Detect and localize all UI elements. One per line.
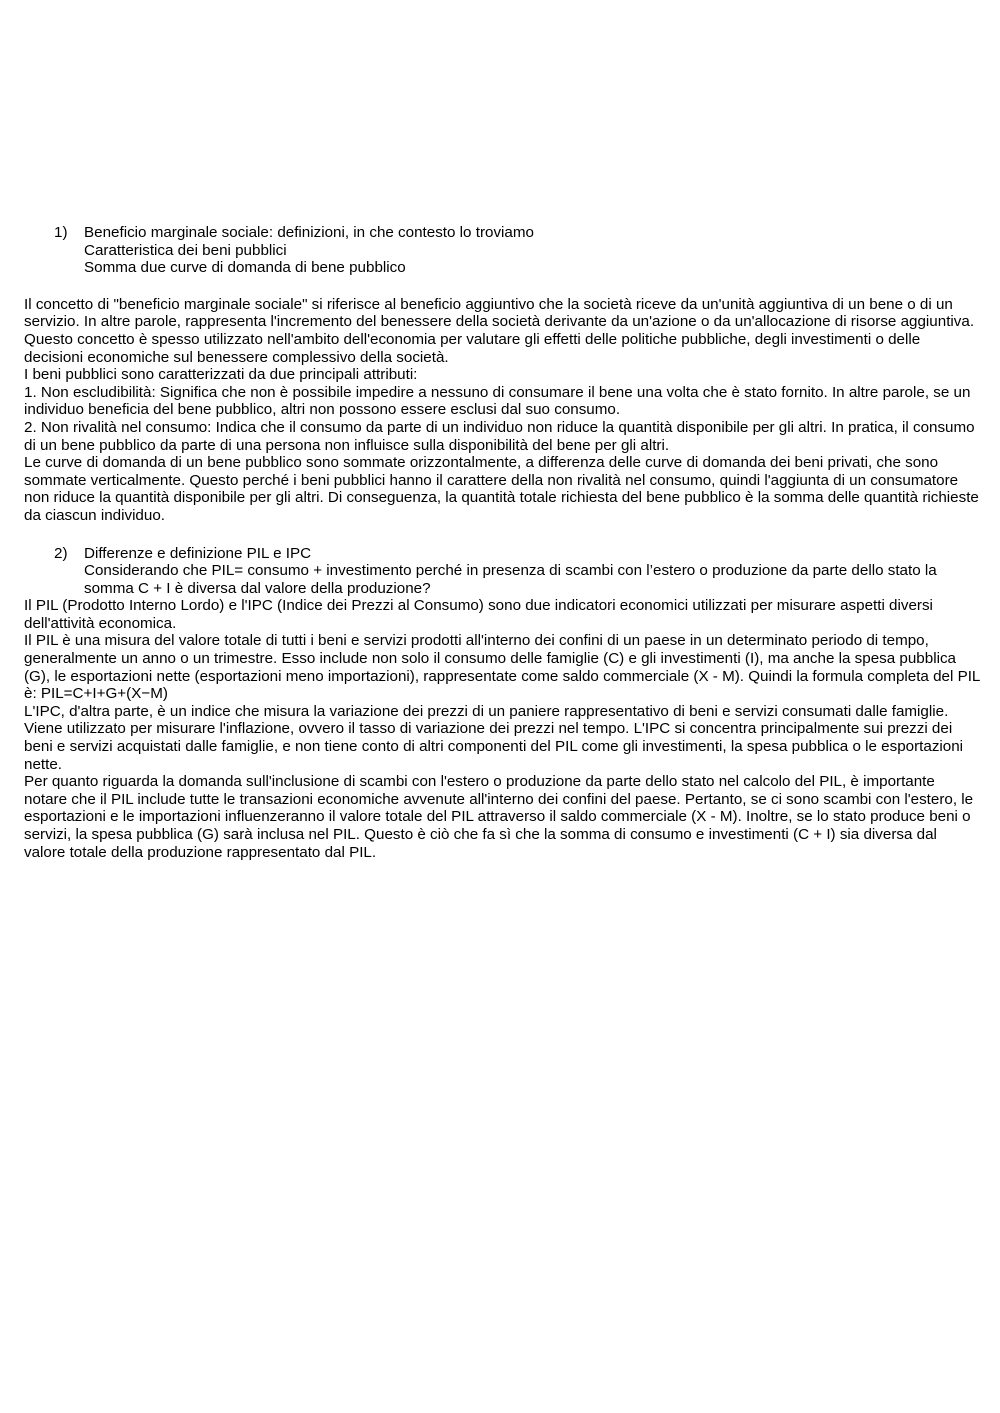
question-1-number: 1) [54,224,68,241]
spacer [24,277,980,296]
question-2-text [84,545,980,598]
document-body [24,224,980,861]
answer-2-paragraph: Il PIL è una misura del valore totale di tutti i beni e servizi prodotti all'interno dei confini di un paese in un determinato periodo di tempo, generalmente un anno o un trimestre. Esso include non solo il consumo delle famiglie (C) e gli investimenti (I), ma anche la spesa pubblica (G), le esportazioni nette (esportazioni meno importazioni), rappresentate come saldo commerciale (X - M). Quindi la formula completa del PIL è: PIL=C+I+G+(X−M) [24,632,980,703]
question-2-number: 2) [54,544,68,562]
spacer [24,525,980,545]
answer-2-paragraph: L'IPC, d'altra parte, è un indice che misura la variazione dei prezzi di un paniere rappresentativo di beni e servizi consumati dalle famiglie. Viene utilizzato per misurare l'inflazione, ovvero il tasso di variazione dei prezzi nel tempo. L'IPC si concentra principalmente sui prezzi dei beni e servizi acquistati dalle famiglie, e non tiene conto di altri componenti del PIL come gli investimenti, la spesa pubblica o le esportazioni nette. [24,702,964,773]
question-2-line: Considerando che PIL= consumo + investimento perché in presenza di scambi con l’estero o produzione da parte dello stato la somma C + I è diversa dal valore della produzione? [84,562,937,597]
answer-1-paragraph: Il concetto di "beneficio marginale sociale" si riferisce al beneficio aggiuntivo che la società riceve da un'unità aggiuntiva di un bene o di un servizio. In altre parole, rappresenta l'incremento del benessere della società derivante da un'azione o da un'allocazione di risorse aggiuntiva. Questo concetto è spesso utilizzato nell'ambito dell'economia per valutare gli effetti delle politiche pubbliche, degli investimenti o delle decisioni economiche sul benessere complessivo della società. [24,295,975,366]
answer-1-paragraph: I beni pubblici sono caratterizzati da due principali attributi: [24,366,418,384]
question-1-text [84,224,980,277]
answer-2-paragraph: Per quanto riguarda la domanda sull'inclusione di scambi con l'estero o produzione da parte dello stato nel calcolo del PIL, è importante notare che il PIL include tutte le transazioni economiche avvenute all'interno dei confini del paese. Pertanto, se ci sono scambi con l'estero, le esportazioni e le importazioni influenzeranno il valore totale del PIL attraverso il saldo commerciale (X - M). Inoltre, se lo stato produce beni o servizi, la spesa pubblica (G) sarà inclusa nel PIL. Questo è ciò che fa sì che la somma di consumo e investimenti (C + I) sia diversa dal valore totale della produzione rappresentato dal PIL. [24,773,974,861]
answer-1-paragraph: Le curve di domanda di un bene pubblico sono sommate orizzontalmente, a differenza delle curve di domanda dei beni privati, che sono sommate verticalmente. Questo perché i beni pubblici hanno il carattere della non rivalità nel consumo, quindi l'aggiunta di un consumatore non riduce la quantità disponibile per gli altri. Di conseguenza, la quantità totale richiesta del bene pubblico è la somma delle quantità richieste da ciascun individuo. [24,454,979,524]
question-2 [24,545,980,598]
question-1 [24,224,980,277]
question-2-line: Differenze e definizione PIL e IPC [84,544,312,562]
question-1-line: Somma due curve di domanda di bene pubblico [84,259,406,277]
answer-2-paragraph: Il PIL (Prodotto Interno Lordo) e l'IPC (Indice dei Prezzi al Consumo) sono due indicatori economici utilizzati per misurare aspetti diversi dell'attività economica. [24,597,933,632]
question-1-line: Beneficio marginale sociale: definizioni, in che contesto lo troviamo [84,224,534,241]
question-1-line: Caratteristica dei beni pubblici [84,241,287,259]
answer-1-paragraph: 1. Non escludibilità: Significa che non è possibile impedire a nessuno di consumare il bene una volta che è stato fornito. In altre parole, se un individuo beneficia del bene pubblico, altri non possono essere esclusi dal suo consumo. [24,383,971,419]
answer-1-paragraph: 2. Non rivalità nel consumo: Indica che il consumo da parte di un individuo non riduce la quantità disponibile per gli altri. In pratica, il consumo di un bene pubblico da parte di una persona non influisce sulla disponibilità del bene per gli altri. [24,418,975,454]
